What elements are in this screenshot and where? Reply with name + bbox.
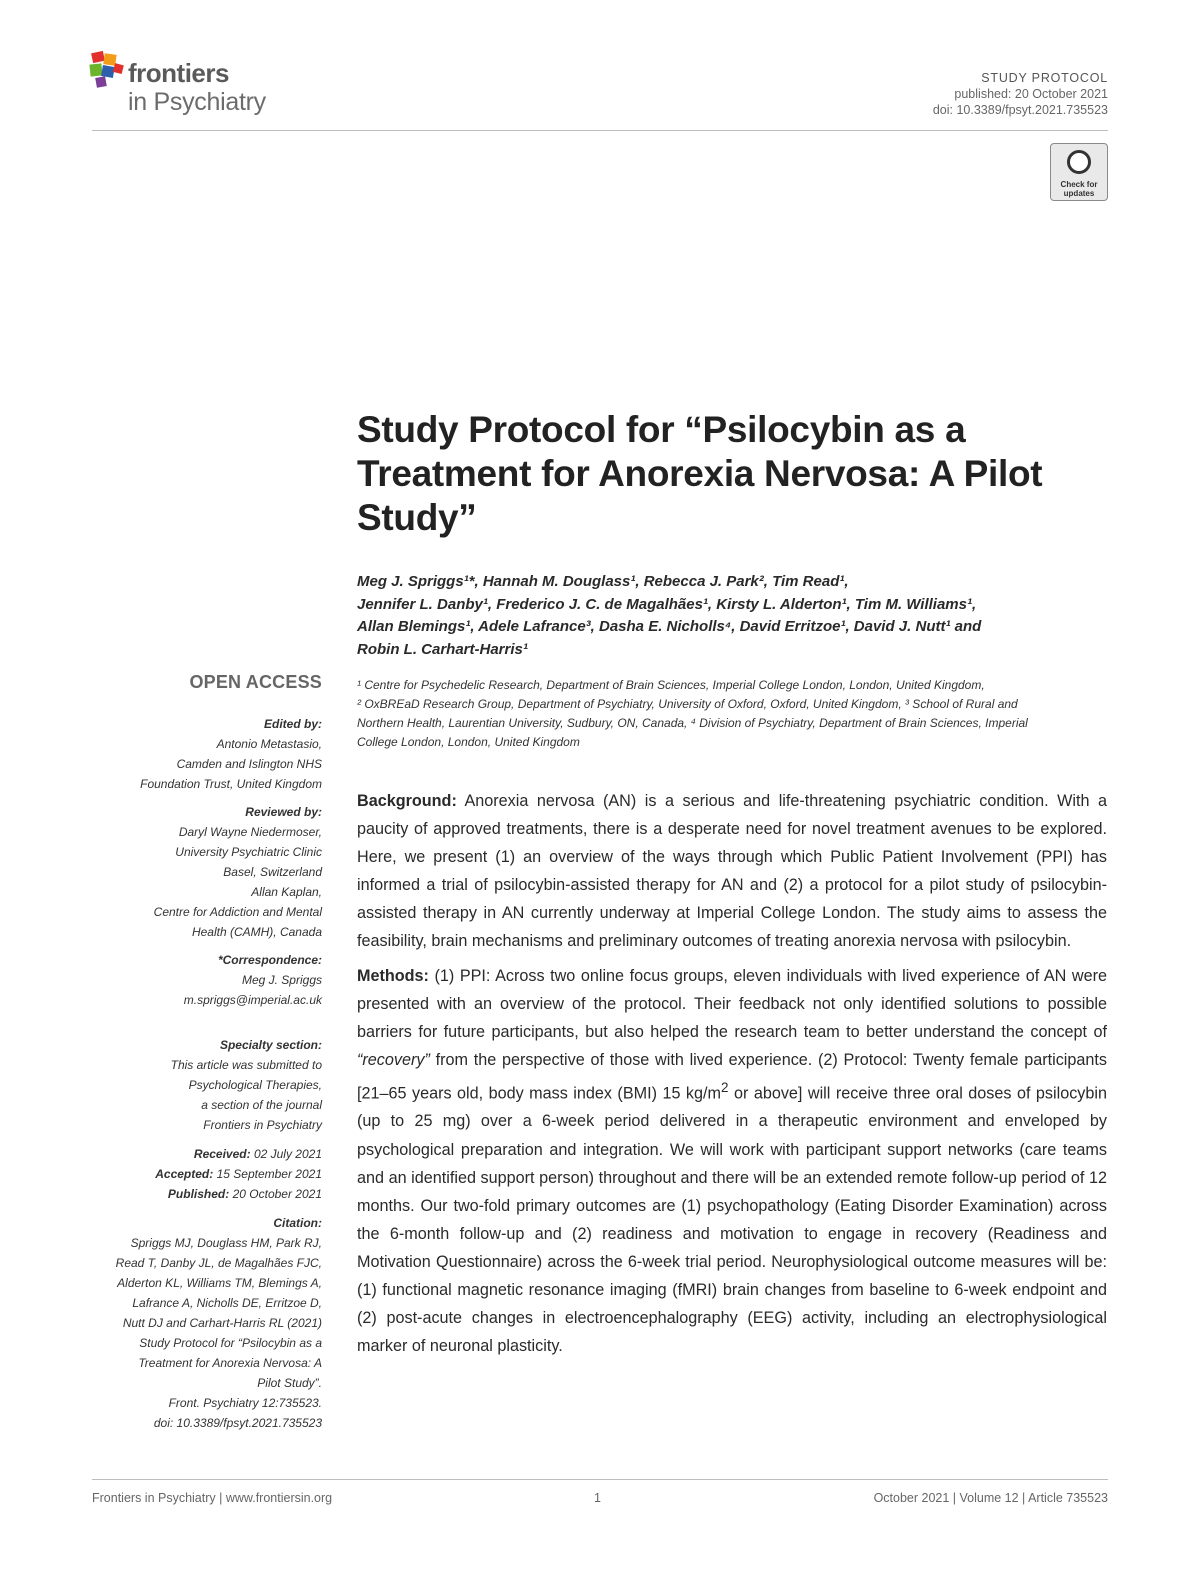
reviewed-by-label: Reviewed by: (245, 805, 322, 819)
citation-line: Treatment for Anorexia Nervosa: A (138, 1356, 322, 1370)
affiliation-line: ¹ Centre for Psychedelic Research, Department of Brain Sciences, Imperial College London, London, United Kingdom, (357, 678, 985, 692)
specialty-label: Specialty section: (219, 1038, 322, 1052)
page-number: 1 (594, 1491, 601, 1505)
badge-label: Check for updates (1060, 180, 1098, 198)
received-date (155, 1144, 322, 1164)
background-text: Anorexia nervosa (AN) is a serious and life-threatening psychiatric condition. With a paucity of approved treatments, there is a desperate need for novel treatment avenues to be explored. Here, we present (1) an overview of the ways through which Public Patient Involvement (PPI) has informed a trial of psilocybin-assisted therapy for AN and (2) a protocol for a pilot study of psilocybin-assisted therapy in AN currently underway at Imperial College London. The study aims to assess the feasibility, brain mechanisms and preliminary outcomes of treating anorexia nervosa with psilocybin. (357, 792, 1107, 951)
logo-frontiers-text: frontiers (128, 58, 229, 88)
methods-text: or above] will receive three oral doses of psilocybin (up to 25 mg) over a 6-week period delivered in a therapeutic environment and enveloped by psychological preparation and integration. We will work with participant support networks (care teams and an identified support person) throughout and there will be an extended remote follow-up period of 12 months. Our two-fold primary outcomes are (1) psychopathology (Eating Disorder Examination) across the 6-month follow-up and (2) readiness and motivation to engage in recovery (Readiness and Motivation Questionnaire) across the 6-week trial period. Neurophysiological outcome measures will be: (1) functional magnetic resonance imaging (fMRI) brain changes from baseline to 6-week endpoint and (2) post-acute changes in electroencephalography (EEG) activity, including an electrophysiological marker of neuronal plasticity. (357, 1084, 1107, 1356)
citation-line: Spriggs MJ, Douglass HM, Park RJ, (130, 1236, 322, 1250)
specialty-line: Frontiers in Psychiatry (203, 1118, 322, 1132)
correspondent-name: Meg J. Spriggs (241, 973, 322, 987)
abstract-methods (357, 962, 1107, 1361)
doi-link[interactable]: doi: 10.3389/fpsyt.2021.735523 (932, 103, 1108, 117)
author-line: Jennifer L. Danby¹, Frederico J. C. de Magalhães¹, Kirsty L. Alderton¹, Tim M. Williams¹, (357, 595, 977, 613)
header-divider (92, 130, 1108, 131)
correspondent-email[interactable]: m.spriggs@imperial.ac.uk (183, 993, 322, 1007)
check-for-updates-badge[interactable] (1050, 143, 1108, 201)
specialty-line: a section of the journal (201, 1098, 322, 1112)
recovery-term: “recovery” (357, 1050, 430, 1069)
citation-line: Front. Psychiatry 12:735523. (168, 1396, 322, 1410)
published-date-side (155, 1184, 322, 1204)
journal-logo[interactable] (88, 50, 308, 122)
footer-journal[interactable]: Frontiers in Psychiatry | www.frontiersin.org (92, 1491, 333, 1505)
affiliation-line: College London, London, United Kingdom (357, 735, 580, 749)
reviewer-line: Daryl Wayne Niedermoser, (178, 825, 322, 839)
editor-line: Camden and Islington NHS (176, 757, 322, 771)
reviewed-by-section (154, 802, 322, 942)
reviewer-line: Health (CAMH), Canada (191, 925, 322, 939)
editor-line: Foundation Trust, United Kingdom (140, 777, 322, 791)
affiliations (357, 676, 1109, 752)
received-label: Received: (193, 1147, 251, 1161)
edited-by-label: Edited by: (263, 717, 322, 731)
dates-section (155, 1144, 322, 1204)
citation-line: Nutt DJ and Carhart-Harris RL (2021) (122, 1316, 322, 1330)
article-meta (933, 70, 1108, 118)
correspondence-label: *Correspondence: (217, 953, 322, 967)
citation-line: Lafrance A, Nicholls DE, Erritzoe D, (132, 1296, 322, 1310)
abstract-background (357, 787, 1107, 956)
logo-journal-name: in Psychiatry (128, 88, 266, 116)
correspondence-section (184, 950, 322, 1010)
accepted-value: 15 September 2021 (213, 1167, 322, 1181)
reviewer-line: Allan Kaplan, (251, 885, 322, 899)
specialty-section (171, 1035, 322, 1135)
superscript: 2 (721, 1079, 729, 1095)
background-label: Background: (357, 792, 457, 810)
accepted-date (155, 1164, 322, 1184)
citation-section (116, 1213, 322, 1433)
specialty-line: This article was submitted to (170, 1058, 322, 1072)
citation-doi[interactable]: doi: 10.3389/fpsyt.2021.735523 (153, 1416, 322, 1430)
accepted-label: Accepted: (155, 1167, 214, 1181)
edited-by-section (140, 714, 322, 794)
author-list (357, 571, 1107, 661)
specialty-line: Psychological Therapies, (188, 1078, 322, 1092)
crossmark-icon (1067, 150, 1091, 174)
reviewer-line: Centre for Addiction and Mental (153, 905, 322, 919)
open-access-label: OPEN ACCESS (189, 672, 322, 692)
article-title: Study Protocol for “Psilocybin as a Treatment for Anorexia Nervosa: A Pilot Study” (357, 409, 1043, 538)
reviewer-line: University Psychiatric Clinic (175, 845, 322, 859)
author-line: Meg J. Spriggs¹*, Hannah M. Douglass¹, Rebecca J. Park², Tim Read¹, (357, 573, 849, 590)
citation-line: Study Protocol for “Psilocybin as a (139, 1336, 322, 1350)
abstract (357, 787, 1107, 1366)
citation-label: Citation: (273, 1216, 322, 1230)
reviewer-line: Basel, Switzerland (223, 865, 322, 879)
affiliation-line: ² OxBREaD Research Group, Department of Psychiatry, University of Oxford, Oxford, United Kingdom, ³ School of Rural and (357, 697, 1018, 711)
editor-line: Antonio Metastasio, (216, 737, 322, 751)
citation-line: Alderton KL, Williams TM, Blemings A, (117, 1276, 322, 1290)
author-line: Allan Blemings¹, Adele Lafrance³, Dasha E. Nicholls⁴, David Erritzoe¹, David J. Nutt¹ and (357, 618, 982, 635)
methods-text: from the perspective of those with lived experience. (2) Protocol: Twenty female participants [21–65 years old, body mass index (BMI) 15 kg/m (357, 1050, 1107, 1103)
author-line: Robin L. Carhart-Harris¹ (357, 640, 528, 658)
footer-issue: October 2021 | Volume 12 | Article 735523 (873, 1491, 1108, 1505)
published-value: 20 October 2021 (229, 1187, 322, 1201)
methods-text: (1) PPI: Across two online focus groups, eleven individuals with lived experience of AN were presented with an overview of the protocol. Their feedback not only identified solutions to possible barriers for future participants, but also helped the research team to better understand the concept of (357, 966, 1107, 1041)
published-date: published: 20 October 2021 (954, 87, 1108, 101)
received-value: 02 July 2021 (250, 1147, 322, 1161)
footer-divider (92, 1479, 1108, 1480)
article-type: STUDY PROTOCOL (981, 71, 1108, 85)
methods-label: Methods: (357, 966, 429, 985)
frontiers-logo-icon (88, 50, 128, 90)
citation-line: Read T, Danby JL, de Magalhães FJC, (115, 1256, 322, 1270)
published-label: Published: (167, 1187, 230, 1201)
affiliation-line: Northern Health, Laurentian University, Sudbury, ON, Canada, ⁴ Division of Psychiatry, Department of Brain Sciences, Imperial (357, 716, 1028, 730)
citation-line: Pilot Study”. (257, 1376, 322, 1390)
